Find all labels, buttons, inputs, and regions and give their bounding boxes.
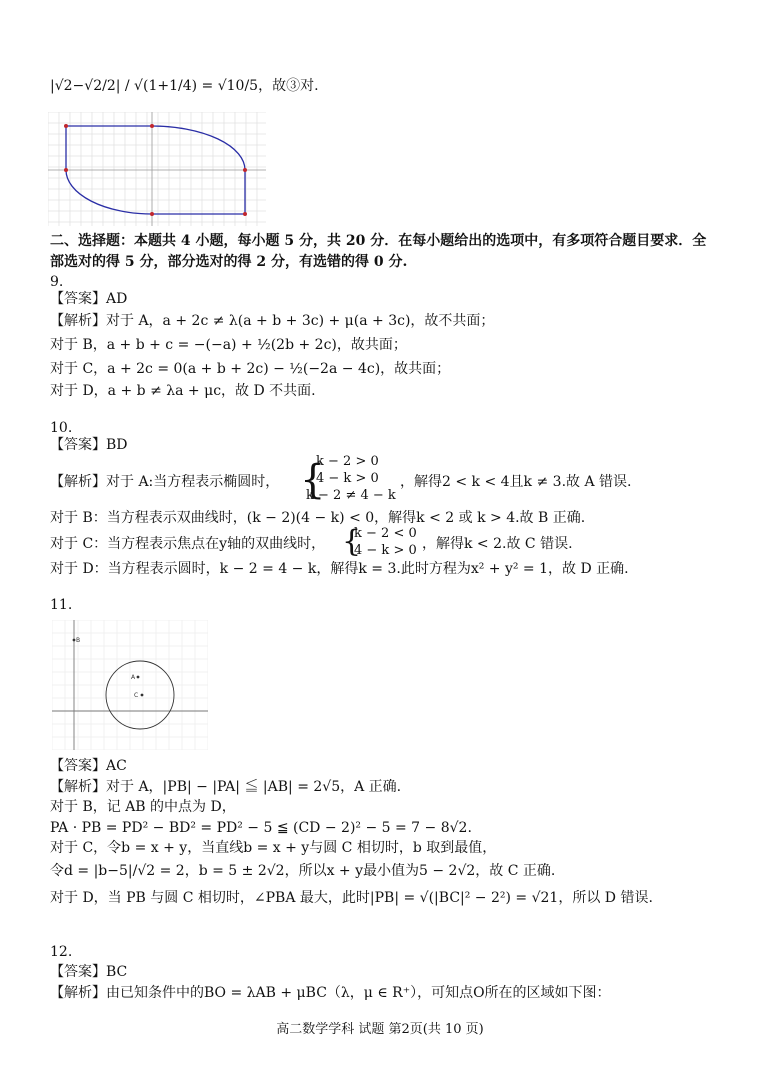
system-row: k − 2 > 0: [316, 454, 379, 469]
point: [243, 212, 247, 216]
answer-line: 【答案】AC: [50, 758, 127, 774]
solution-line: 对于 D，当 PB 与圆 C 相切时，∠PBA 最大，此时|PB| = √(|BC|² − 2²) = √21，所以 D 错误.: [50, 890, 653, 906]
system-row: 4 − k > 0: [354, 543, 417, 558]
solution-line: 【解析】对于 A，|PB| − |PA| ≦ |AB| = 2√5，A 正确.: [50, 779, 402, 795]
question-number: 10.: [50, 420, 73, 436]
solution-line: 【解析】对于 A，a + 2c ≠ λ(a + b + 3c) + μ(a + 3c)，故不共面；: [50, 313, 495, 329]
graph-figure: [48, 112, 266, 226]
system-row: k − 2 < 0: [354, 526, 417, 541]
solution-line: 对于 B，a + b + c = −(−a) + ½(2b + 2c)，故共面；: [50, 337, 407, 353]
label-a: A: [131, 674, 136, 681]
answer-line: 【答案】AD: [50, 291, 128, 307]
system-row: 4 − k > 0: [316, 471, 379, 486]
solution-line: 令d = |b−5|/√2 = 2，b = 5 ± 2√2，所以x + y最小值为5 − 2√2，故 C 正确.: [50, 863, 556, 879]
answer-line: 【答案】BD: [50, 437, 128, 453]
point-a: [137, 676, 140, 679]
point: [150, 212, 154, 216]
point: [150, 124, 154, 128]
solution-line: ，解得k < 2.故 C 错误.: [422, 536, 573, 552]
point: [243, 168, 247, 172]
page-footer: 高二数学学科 试题 第2页(共 10 页): [276, 1022, 484, 1037]
point: [64, 168, 68, 172]
system-row: k − 2 ≠ 4 − k: [306, 488, 396, 503]
solution-line: 对于 D，a + b ≠ λa + μc，故 D 不共面.: [50, 383, 316, 399]
solution-line: 对于 C，令b = x + y，当直线b = x + y与圆 C 相切时，b 取到最值，: [50, 840, 497, 856]
label-b: B: [76, 637, 81, 644]
solution-line: ，解得2 < k < 4且k ≠ 3.故 A 错误.: [400, 474, 632, 490]
circle-c: [106, 661, 174, 729]
question-number: 9.: [50, 274, 64, 290]
solution-line: 对于 B：当方程表示双曲线时，(k − 2)(4 − k) < 0，解得k < 2 或 k > 4.故 B 正确.: [50, 510, 586, 526]
point-b: [73, 639, 76, 642]
solution-line: 对于 B，记 AB 的中点为 D，: [50, 799, 236, 815]
circle-figure: [52, 620, 208, 750]
solution-line: 对于 C：当方程表示焦点在y轴的双曲线时，: [50, 536, 326, 552]
solution-line: 【解析】对于 A:当方程表示椭圆时，: [50, 474, 280, 490]
fraction-result: |√2−√2/2| / √(1+1/4) = √10/5，故③对.: [50, 78, 319, 94]
section-heading: 二、选择题：本题共 4 小题，每小题 5 分，共 20 分．在每小题给出的选项中，有多项符合题目要求．全部选对的得 5 分，部分选对的得 2 分，有选错的得 0 分.: [50, 233, 707, 270]
solution-line: 【解析】由已知条件中的BO = λAB + μBC（λ，μ ∈ R⁺），可知点O所在的区域如下图：: [50, 985, 611, 1001]
question-number: 11.: [50, 597, 73, 613]
question-number: 12.: [50, 944, 73, 960]
answer-line: 【答案】BC: [50, 964, 128, 980]
point: [64, 124, 68, 128]
solution-line: PA · PB = PD² − BD² = PD² − 5 ≦ (CD − 2)² − 5 = 7 − 8√2.: [50, 820, 472, 836]
solution-line: 对于 C，a + 2c = 0(a + b + 2c) − ½(−2a − 4c)，故共面；: [50, 361, 451, 377]
label-c: C: [134, 692, 139, 699]
solution-line: 对于 D：当方程表示圆时，k − 2 = 4 − k，解得k = 3.此时方程为x² + y² = 1，故 D 正确.: [50, 561, 629, 577]
point-c: [141, 694, 144, 697]
